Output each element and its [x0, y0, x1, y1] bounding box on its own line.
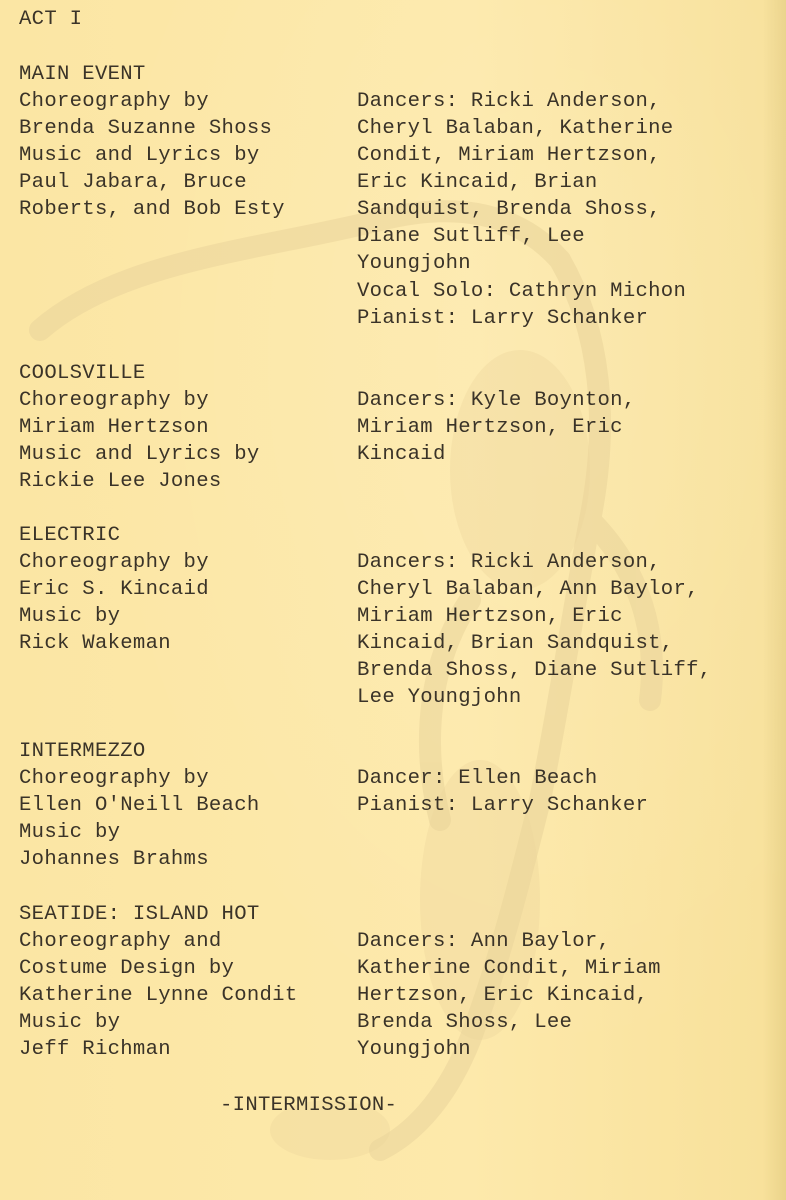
cast-line: Dancers: Ann Baylor,: [357, 930, 611, 953]
credit-line: Choreography and: [19, 930, 222, 953]
cast-line: Cheryl Balaban, Katherine: [357, 117, 674, 140]
cast-line: Brenda Shoss, Diane Sutliff,: [357, 659, 712, 682]
cast-line: Condit, Miriam Hertzson,: [357, 144, 661, 167]
credit-line: Paul Jabara, Bruce: [19, 171, 247, 194]
cast-line: Hertzson, Eric Kincaid,: [357, 984, 649, 1007]
credit-line: Katherine Lynne Condit: [19, 984, 298, 1007]
cast-line: Lee Youngjohn: [357, 686, 522, 709]
cast-line: Brenda Shoss, Lee: [357, 1011, 573, 1034]
cast-line: Cheryl Balaban, Ann Baylor,: [357, 578, 699, 601]
credit-line: Music and Lyrics by: [19, 443, 260, 466]
cast-line: Dancer: Ellen Beach: [357, 767, 598, 790]
credit-line: Choreography by: [19, 767, 209, 790]
credit-line: Music by: [19, 821, 121, 844]
credit-line: Eric S. Kincaid: [19, 578, 209, 601]
piece-title: INTERMEZZO: [19, 740, 146, 763]
piece-title: SEATIDE: ISLAND HOT: [19, 903, 260, 926]
cast-line: Miriam Hertzson, Eric: [357, 416, 623, 439]
credit-line: Choreography by: [19, 90, 209, 113]
cast-line: Youngjohn: [357, 1038, 471, 1061]
credit-line: Miriam Hertzson: [19, 416, 209, 439]
cast-line: Vocal Solo: Cathryn Michon: [357, 280, 687, 303]
cast-line: Kincaid: [357, 443, 446, 466]
piece-title: MAIN EVENT: [19, 63, 146, 86]
credit-line: Roberts, and Bob Esty: [19, 198, 285, 221]
credit-line: Music and Lyrics by: [19, 144, 260, 167]
cast-line: Sandquist, Brenda Shoss,: [357, 198, 661, 221]
cast-line: Pianist: Larry Schanker: [357, 307, 649, 330]
cast-line: Katherine Condit, Miriam: [357, 957, 661, 980]
credit-line: Music by: [19, 1011, 121, 1034]
credit-line: Choreography by: [19, 389, 209, 412]
cast-line: Dancers: Ricki Anderson,: [357, 551, 661, 574]
credit-line: Rick Wakeman: [19, 632, 171, 655]
cast-line: Dancers: Ricki Anderson,: [357, 90, 661, 113]
credit-line: Choreography by: [19, 551, 209, 574]
cast-line: Diane Sutliff, Lee: [357, 225, 585, 248]
credit-line: Music by: [19, 605, 121, 628]
cast-line: Eric Kincaid, Brian: [357, 171, 598, 194]
cast-line: Miriam Hertzson, Eric: [357, 605, 623, 628]
intermission-label: -INTERMISSION-: [220, 1094, 398, 1117]
credit-line: Brenda Suzanne Shoss: [19, 117, 273, 140]
cast-line: Youngjohn: [357, 252, 471, 275]
credit-line: Jeff Richman: [19, 1038, 171, 1061]
credit-line: Rickie Lee Jones: [19, 470, 222, 493]
piece-title: ELECTRIC: [19, 524, 121, 547]
act-title: ACT I: [19, 8, 83, 31]
cast-line: Pianist: Larry Schanker: [357, 794, 649, 817]
credit-line: Johannes Brahms: [19, 848, 209, 871]
cast-line: Dancers: Kyle Boynton,: [357, 389, 636, 412]
cast-line: Kincaid, Brian Sandquist,: [357, 632, 674, 655]
piece-title: COOLSVILLE: [19, 362, 146, 385]
credit-line: Costume Design by: [19, 957, 235, 980]
credit-line: Ellen O'Neill Beach: [19, 794, 260, 817]
